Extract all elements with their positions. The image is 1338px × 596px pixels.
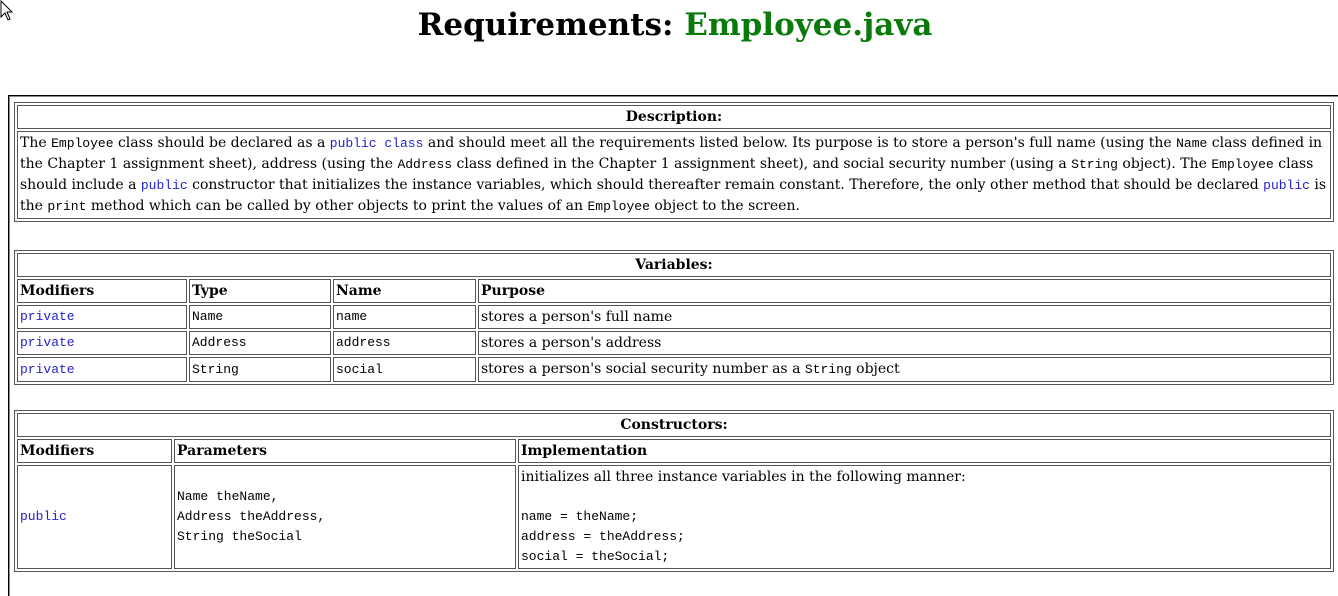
variables-table: [14, 250, 1334, 385]
constructors-caption: Constructors:: [17, 413, 1331, 437]
constructors-table: [14, 410, 1334, 572]
variable-purpose: stores a person's full name: [478, 305, 1331, 329]
variables-caption: Variables:: [17, 253, 1331, 277]
variables-header-type: Type: [189, 279, 331, 303]
variable-modifier: private: [17, 305, 187, 329]
variable-type: Name: [189, 305, 331, 329]
table-row: [17, 331, 1331, 355]
description-caption: Description:: [17, 105, 1331, 129]
page-title: [0, 5, 1338, 45]
variable-modifier: private: [17, 357, 187, 382]
constructor-modifier: public: [17, 465, 172, 569]
variable-purpose: stores a person's address: [478, 331, 1331, 355]
table-row: [17, 305, 1331, 329]
description-table: [14, 102, 1334, 222]
variable-type: String: [189, 357, 331, 382]
constructors-header-parameters: Parameters: [174, 439, 516, 463]
variables-header-modifiers: Modifiers: [17, 279, 187, 303]
variable-type: Address: [189, 331, 331, 355]
constructors-header-modifiers: Modifiers: [17, 439, 172, 463]
constructors-header-implementation: Implementation: [518, 439, 1331, 463]
variable-purpose: stores a person's social security number as a String object: [478, 357, 1331, 382]
variables-header-purpose: Purpose: [478, 279, 1331, 303]
variable-name: social: [333, 357, 476, 382]
constructor-parameters: Name theName, Address theAddress, String theSocial: [174, 465, 516, 569]
constructor-implementation: initializes all three instance variables in the following manner: name = theName; address = theAddress; social = theSocial;: [518, 465, 1331, 569]
variable-name: address: [333, 331, 476, 355]
table-row: [17, 357, 1331, 382]
title-prefix: Requirements:: [417, 7, 685, 43]
variables-header-name: Name: [333, 279, 476, 303]
table-row: [17, 465, 1331, 569]
description-text: The Employee class should be declared as a public class and should meet all the requirements listed below. Its purpose is to store a person's full name (using the Name class defined in the Chapter 1 assignment sheet), address (using the Address class defined in the Chapter 1 assignment sheet), and social security number (using a String object). The Employee class should include a public constructor that initializes the instance variables, which should thereafter remain constant. Therefore, the only other method that should be declared public is the print method which can be called by other objects to print the values of an Employee object to the screen.: [17, 131, 1331, 219]
variable-modifier: private: [17, 331, 187, 355]
implementation-text: initializes all three instance variables in the following manner:: [521, 469, 966, 485]
variable-name: name: [333, 305, 476, 329]
title-filename: Employee.java: [684, 7, 933, 43]
